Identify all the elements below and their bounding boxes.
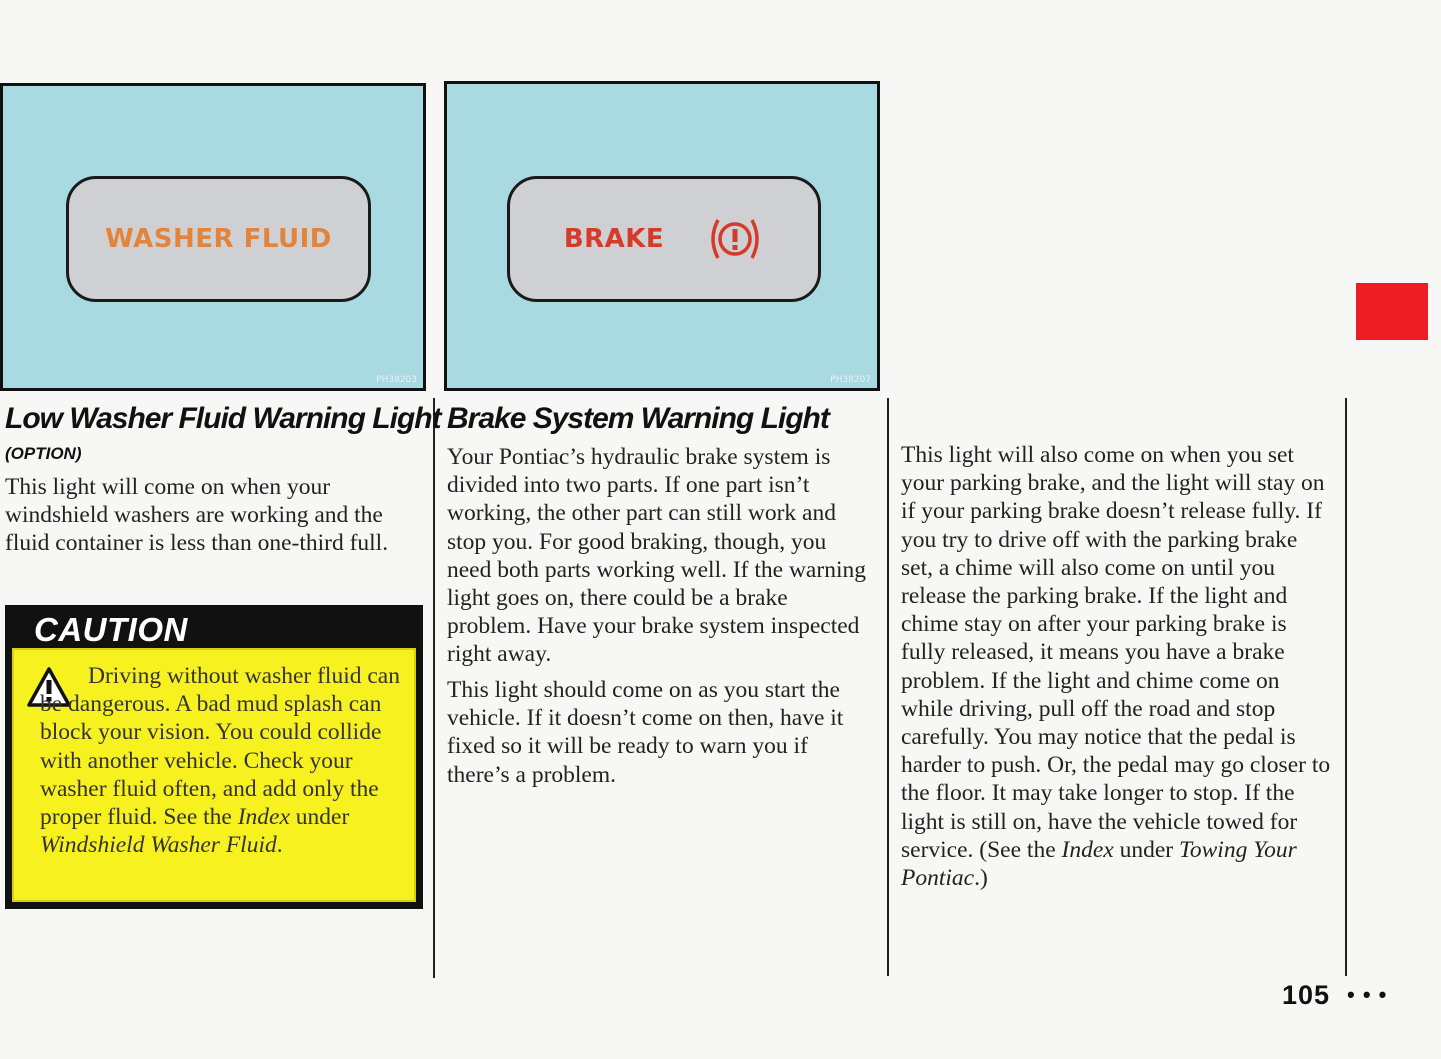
option-subheading: (OPTION) xyxy=(5,444,82,463)
washer-fluid-illustration xyxy=(0,83,426,391)
caution-text-end: . xyxy=(276,832,283,859)
page-number: 105 xyxy=(1282,980,1331,1010)
washer-fluid-warning-lamp xyxy=(66,176,371,302)
caution-text-main: Driving without washer fluid can be dangerous. A bad mud splash can block your vision. You could collide with another vehicle. Check your washer fluid often, and add only the proper fluid. See the xyxy=(40,663,400,831)
illustration-code: PH38203 xyxy=(376,375,417,385)
brake-text-under: under xyxy=(1113,836,1179,863)
washer-fluid-description: This light will come on when your windshield washers are working and the fluid container is less than one-third full. xyxy=(5,474,389,557)
brake-lamp-label: BRAKE xyxy=(563,224,665,254)
caution-topic-ref: Windshield Washer Fluid xyxy=(40,832,277,859)
brake-text-end: .) xyxy=(974,865,988,892)
washer-fluid-heading: Low Washer Fluid Warning Light xyxy=(5,402,441,435)
page-dots: • • • xyxy=(1347,982,1388,1007)
brake-index-ref: Index xyxy=(1061,836,1114,863)
caution-title: CAUTION xyxy=(34,611,188,648)
brake-illustration xyxy=(444,81,880,391)
brake-paragraph-3-main: This light will also come on when you set your parking brake, and the light will stay on if your parking brake doesn’t release fully. If you try to drive off with the parking brake set, a chime will also come on until you release the parking brake. If the light and chime stay on after your parking brake is fully released, it means you have a brake problem. If the light and chime come on while driving, pull off the road and stop carefully. You may notice that the pedal is harder to push. Or, the pedal may go closer to the floor. It may take longer to stop. If the light is still on, have the vehicle towed for service. (See the xyxy=(901,442,1331,863)
brake-paragraph-3 xyxy=(901,441,1333,892)
brake-topic-ref: Towing Your Pontiac xyxy=(901,836,1297,892)
caution-text-under: under xyxy=(289,804,350,831)
caution-box xyxy=(5,605,423,909)
washer-fluid-lamp-label: WASHER FLUID xyxy=(105,224,332,254)
caution-index-ref: Index xyxy=(237,804,290,831)
brake-paragraph-1: Your Pontiac’s hydraulic brake system is divided into two parts. If one part isn’t working, the other part can still work and stop you. For good braking, though, you need both parts working well. If the warning light goes on, there could be a brake problem. Have your brake system inspected right away. xyxy=(447,444,866,668)
column-divider xyxy=(887,398,889,976)
brake-warning-icon xyxy=(706,216,764,262)
caution-text xyxy=(40,662,412,859)
caution-body xyxy=(12,648,416,902)
brake-paragraph-2: This light should come on as you start the vehicle. If it doesn’t come on then, have it fixed so it will be ready to warn you if there’s a problem. xyxy=(447,677,844,788)
column-divider xyxy=(1345,398,1347,976)
brake-warning-lamp xyxy=(507,176,821,302)
illustration-code: PH38207 xyxy=(830,375,871,385)
section-tab xyxy=(1356,283,1428,340)
column-divider xyxy=(433,398,435,978)
brake-system-heading: Brake System Warning Light xyxy=(447,402,829,435)
